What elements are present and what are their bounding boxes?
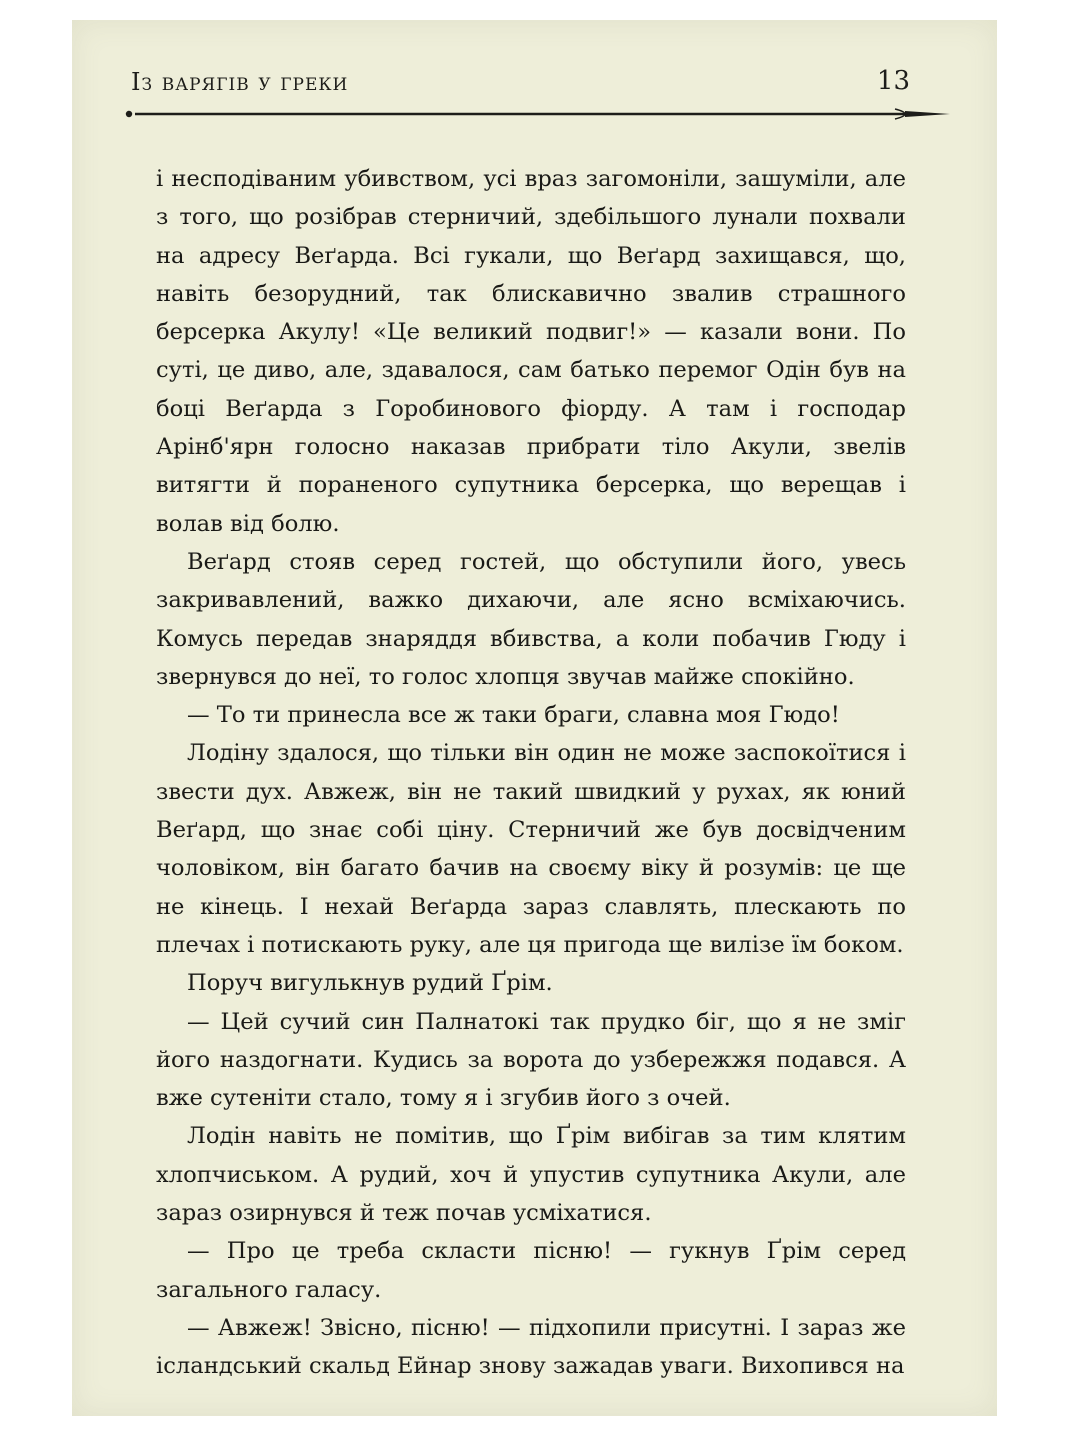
rule-arrow-tip — [905, 111, 950, 117]
paragraph: Лодін навіть не помітив, що Ґрім вибігав за тим клятим хлопчиськом. А рудий, хоч й упустив супутника Акули, але зараз озирнувся й теж почав усміхатися. — [156, 1123, 906, 1227]
paragraph: Веґард стояв серед гостей, що обступили його, увесь закривавлений, важко дихаючи, але ясно всміхаючись. Комусь передав знаряддя вбивства, а коли побачив Гюду і звернувся до неї, то голос хлопця звучав майже спокійно. — [156, 548, 906, 690]
rule-left-dot — [126, 111, 132, 117]
ornamental-rule — [125, 104, 950, 124]
paragraph: — Про це треба скласти пісню! — гукнув Ґрім серед загального галасу. — [156, 1238, 906, 1303]
paragraph: — То ти принесла все ж таки браги, славна моя Гюдо! — [187, 702, 840, 729]
running-head: Із варягів у греки — [131, 68, 349, 96]
page-number: 13 — [876, 66, 910, 96]
paragraph: і несподіваним убивством, усі враз загомоніли, зашуміли, але з того, що розібрав стерничий, здебільшого лунали похвали на адресу Веґарда. Всі гукали, що Веґард захищався, що, навіть безорудний, так блискавично звалив страшного берсерка Акулу! «Це великий подвиг!» — казали вони. По суті, це диво, але, здавалося, сам батько перемог Одін був на боці Веґарда з Горобинового фіорду. А там і господар Арінб'ярн голосно наказав прибрати тіло Акули, звелів витягти й пораненого супутника берсерка, що верещав і волав від болю. — [156, 166, 906, 537]
body-text — [156, 160, 906, 1386]
paragraph: — Авжеж! Звісно, пісню! — підхопили присутні. І зараз же ісландський скальд Ейнар знову зажадав уваги. Вихопився на — [156, 1314, 906, 1380]
paragraph: Поруч вигулькнув рудий Ґрім. — [187, 970, 553, 997]
paragraph: — Цей сучий син Палнатокі так прудко біг, що я не зміг його наздогнати. Кудись за ворота до узбережжя подався. А вже сутеніти стало, тому я і згубив його з очей. — [156, 1008, 906, 1112]
paragraph: Лодіну здалося, що тільки він один не може заспокоїтися і звести дух. Авжеж, він не такий швидкий у рухах, як юний Веґард, що знає собі ціну. Стерничий же був досвідченим чоловіком, він багато бачив на своєму віку й розумів: це ще не кінець. І нехай Веґарда зараз славлять, плескають по плечах і потискають руку, але ця пригода ще вилізе їм боком. — [156, 740, 906, 958]
